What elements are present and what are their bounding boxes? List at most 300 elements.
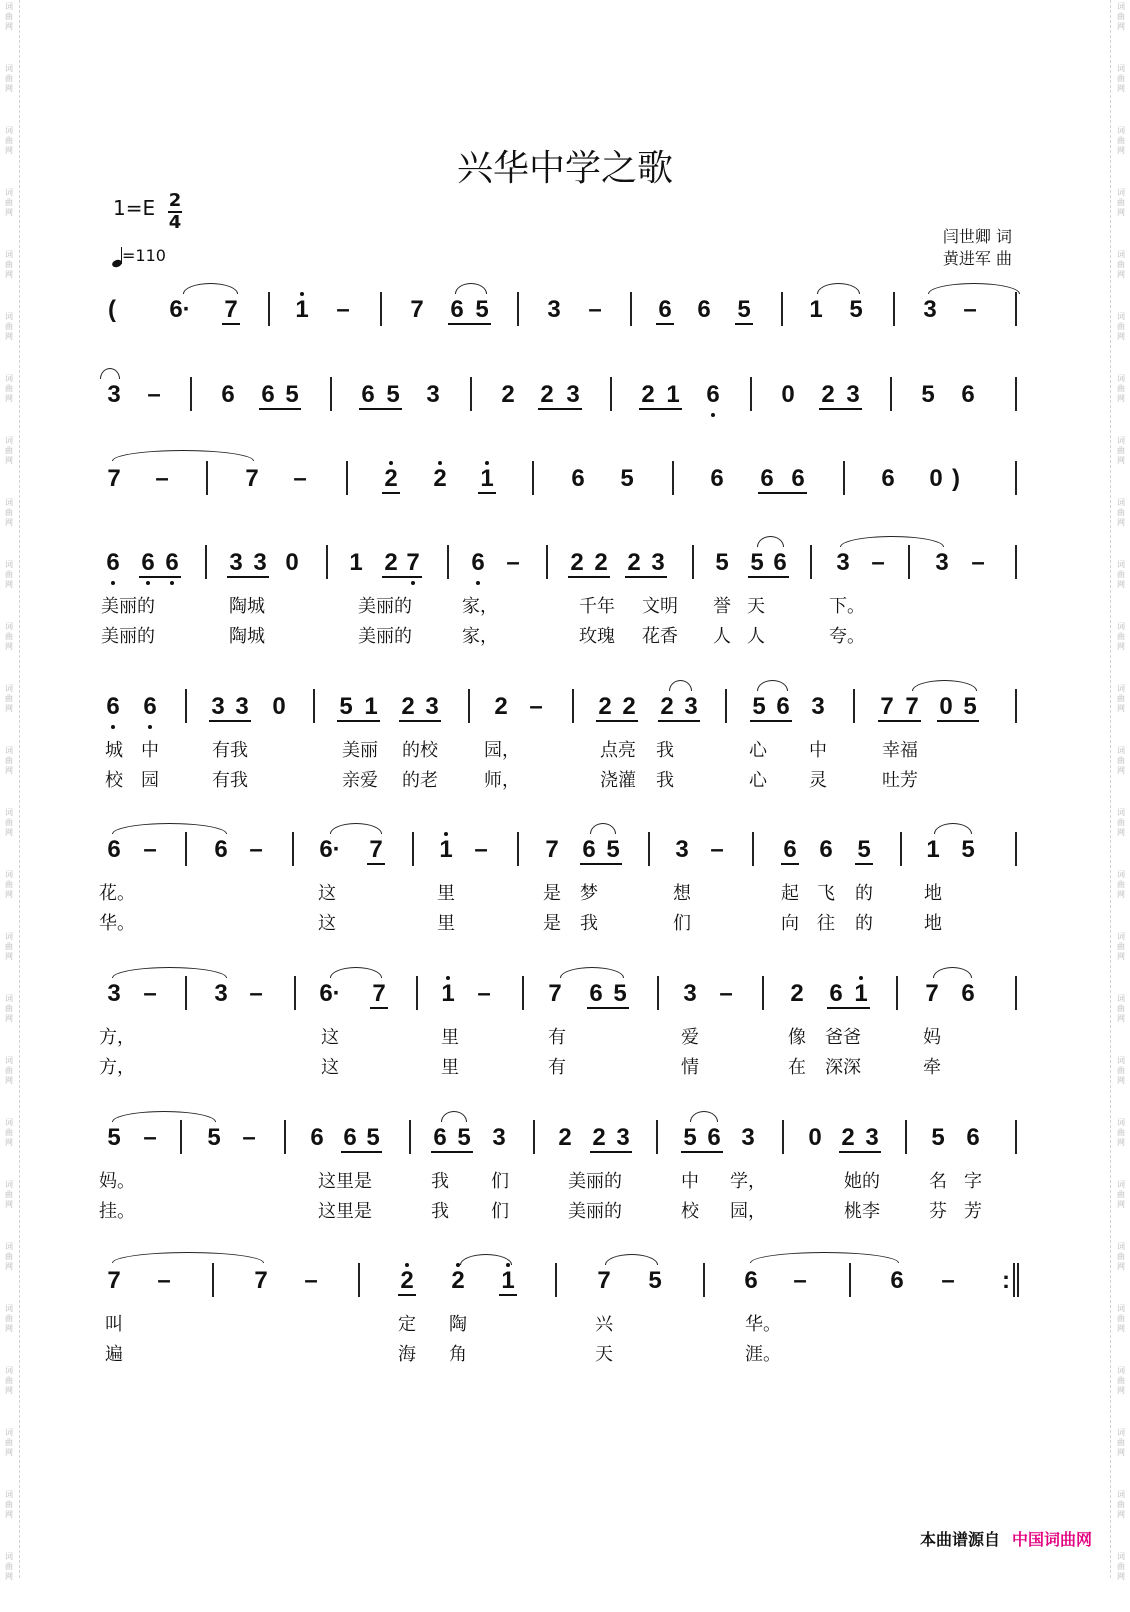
watermark-glyph-group: 词 曲 网 — [1117, 126, 1125, 155]
score-symbol: 6 — [829, 980, 843, 1007]
lyric-text: 园， — [484, 740, 520, 761]
score-symbol: 5 — [207, 1124, 221, 1151]
lyric-text: 的 — [855, 883, 873, 904]
score-symbol: 5 — [963, 693, 977, 720]
lyric-text: 我 — [580, 913, 598, 934]
lyric-text: 文明 — [642, 596, 678, 617]
score-symbol: 3 — [811, 693, 825, 720]
score-symbol: 6· — [319, 980, 341, 1007]
underline — [827, 1007, 870, 1009]
score-symbol: 5 — [752, 693, 766, 720]
score-symbol: ( — [108, 296, 116, 323]
slur-arc — [183, 283, 238, 294]
score-symbol: 5 — [961, 836, 975, 863]
score-symbol: 3 — [426, 381, 440, 408]
watermark-glyph-group: 词 曲 网 — [5, 1366, 13, 1395]
lyric-text: 花香 — [642, 626, 678, 647]
lyric-text: 美丽的 — [358, 596, 412, 617]
underline — [398, 1294, 416, 1296]
lyric-text: 遍 — [105, 1344, 123, 1365]
watermark-glyph-group: 词 曲 网 — [1117, 1490, 1125, 1519]
lyric-text: 梦 — [580, 883, 598, 904]
barline — [725, 689, 727, 723]
lyric-text: 起 — [781, 883, 799, 904]
watermark-glyph-group: 词 曲 网 — [5, 746, 13, 775]
barline — [532, 461, 534, 495]
credits — [943, 226, 1012, 270]
score-symbol: 5 — [620, 465, 634, 492]
score-symbol: 7 — [880, 693, 894, 720]
octave-dot-below — [411, 581, 415, 585]
score-symbol: 3 — [865, 1124, 879, 1151]
underline — [839, 1151, 881, 1153]
lyric-text: 吐芳 — [882, 770, 918, 791]
watermark-glyph-group: 词 曲 网 — [1117, 374, 1125, 403]
score-symbol: 3 — [235, 693, 249, 720]
lyric-text: 我 — [431, 1171, 449, 1192]
score-symbol: 6 — [361, 381, 375, 408]
underline — [590, 1151, 632, 1153]
lyric-text: 这里是 — [318, 1201, 372, 1222]
slur-arc — [460, 1254, 512, 1265]
score-symbol: 3 — [492, 1124, 506, 1151]
watermark-glyph-group: 词 曲 网 — [5, 1242, 13, 1271]
underline — [735, 323, 753, 325]
lyric-text: 有 — [548, 1057, 566, 1078]
composer-credit: 黄进军 曲 — [942, 249, 1012, 268]
underline — [580, 863, 622, 865]
barline — [1013, 1263, 1015, 1297]
score-symbol: 6· — [169, 296, 191, 323]
barline — [409, 1120, 411, 1154]
lyric-text: 陶城 — [229, 596, 265, 617]
lyric-text: 这 — [318, 883, 336, 904]
lyric-text: 的 — [855, 913, 873, 934]
barline — [533, 1120, 535, 1154]
score-symbol: 7 — [372, 980, 386, 1007]
slur-arc — [669, 680, 692, 691]
lyric-text: 的校 — [402, 740, 438, 761]
lyric-text: 里 — [437, 883, 455, 904]
lyric-text: 浇灌 — [600, 770, 636, 791]
score-symbol: 6 — [141, 549, 155, 576]
lyric-text: 字 — [964, 1171, 982, 1192]
slur-arc — [757, 680, 788, 691]
key-label: 1=E — [113, 196, 156, 220]
barline — [205, 545, 207, 579]
slur-arc — [912, 680, 977, 691]
score-symbol: 3 — [107, 381, 121, 408]
score-symbol: – — [793, 1267, 807, 1294]
score-symbol: – — [477, 980, 491, 1007]
score-symbol: 0 — [272, 693, 286, 720]
lyric-text: 家， — [462, 596, 498, 617]
source-site-link[interactable]: 中国词曲网 — [1011, 1530, 1092, 1549]
barline — [284, 1120, 286, 1154]
barline — [853, 689, 855, 723]
slur-arc — [330, 967, 382, 978]
underline — [478, 492, 496, 494]
score-symbol: – — [588, 296, 602, 323]
score-symbol: 2 — [384, 465, 398, 492]
score-symbol: 1 — [349, 549, 363, 576]
score-symbol: 2 — [660, 693, 674, 720]
underline — [448, 323, 491, 325]
score-symbol: 7 — [597, 1267, 611, 1294]
score-symbol: 5 — [285, 381, 299, 408]
octave-dot-above — [438, 461, 442, 465]
score-symbol: 6 — [106, 693, 120, 720]
underline — [337, 720, 380, 722]
score-symbol: 6 — [783, 836, 797, 863]
score-symbol: 1 — [480, 465, 494, 492]
barline — [672, 461, 674, 495]
underline — [937, 720, 979, 722]
watermark-glyph-group: 词 曲 网 — [5, 994, 13, 1023]
score-symbol: 5 — [475, 296, 489, 323]
lyric-text: 师， — [484, 770, 520, 791]
watermark-glyph-group: 词 曲 网 — [5, 1428, 13, 1457]
barline — [630, 292, 632, 326]
score-symbol: 6 — [773, 549, 787, 576]
lyric-text: 向 — [781, 913, 799, 934]
lyric-text: 们 — [673, 913, 691, 934]
score-symbol: 2 — [627, 549, 641, 576]
lyric-text: 我 — [431, 1201, 449, 1222]
barline — [447, 545, 449, 579]
score-symbol: 6 — [214, 836, 228, 863]
underline — [639, 408, 682, 410]
watermark-glyph-group: 词 曲 网 — [1117, 1366, 1125, 1395]
lyric-text: 人 — [747, 626, 765, 647]
score-symbol: 2 — [592, 1124, 606, 1151]
barline — [656, 1120, 658, 1154]
lyric-text: 亲爱 — [342, 770, 378, 791]
barline — [313, 689, 315, 723]
barline — [703, 1263, 705, 1297]
lyric-text: 城 — [105, 740, 123, 761]
score-symbol: – — [336, 296, 350, 323]
lyric-text: 华。 — [99, 913, 135, 934]
watermark-glyph-group: 词 曲 网 — [1117, 994, 1125, 1023]
slur-arc — [933, 967, 972, 978]
watermark-glyph-group: 词 曲 网 — [1117, 746, 1125, 775]
score-symbol: – — [157, 1267, 171, 1294]
barline — [294, 976, 296, 1010]
lyricist-credit: 闫世卿 词 — [942, 227, 1012, 246]
score-symbol: 6 — [165, 549, 179, 576]
lyric-text: 情 — [681, 1057, 699, 1078]
watermark-glyph-group: 词 曲 网 — [5, 2, 13, 31]
score-symbol: 3 — [214, 980, 228, 1007]
lyric-text: 里 — [441, 1027, 459, 1048]
score-symbol: 2 — [570, 549, 584, 576]
barline — [380, 292, 382, 326]
score-symbol: 1 — [441, 980, 455, 1007]
score-symbol: – — [871, 549, 885, 576]
underline — [359, 408, 402, 410]
underline — [499, 1294, 517, 1296]
watermark-glyph-group: 词 曲 网 — [5, 374, 13, 403]
score-symbol: 5 — [857, 836, 871, 863]
lyric-text: 地 — [924, 883, 942, 904]
octave-dot-below — [476, 581, 480, 585]
score-symbol: – — [719, 980, 733, 1007]
barline — [206, 461, 208, 495]
score-symbol: 7 — [548, 980, 562, 1007]
score-symbol: 5 — [386, 381, 400, 408]
lyric-text: 天 — [747, 596, 765, 617]
score-symbol: 6 — [433, 1124, 447, 1151]
watermark-glyph-group: 词 曲 网 — [1117, 312, 1125, 341]
score-symbol: 6 — [221, 381, 235, 408]
score-symbol: 2 — [494, 693, 508, 720]
lyric-text: 陶城 — [229, 626, 265, 647]
watermark-glyph-group: 词 曲 网 — [5, 1552, 13, 1581]
slur-arc — [441, 1111, 467, 1122]
score-symbol: 5 — [366, 1124, 380, 1151]
score-symbol: 6 — [343, 1124, 357, 1151]
lyric-text: 里 — [437, 913, 455, 934]
lyric-text: 有我 — [212, 740, 248, 761]
barline — [896, 976, 898, 1010]
lyric-text: 这里是 — [318, 1171, 372, 1192]
watermark-glyph-group: 词 曲 网 — [5, 64, 13, 93]
underline — [370, 1007, 388, 1009]
score-symbol: 7 — [254, 1267, 268, 1294]
barline — [185, 689, 187, 723]
score-symbol: 7 — [905, 693, 919, 720]
octave-dot-below — [170, 581, 174, 585]
lyric-text: 的老 — [402, 770, 438, 791]
octave-dot-below — [148, 725, 152, 729]
score-symbol: 6 — [819, 836, 833, 863]
watermark-glyph-group: 词 曲 网 — [1117, 560, 1125, 589]
barline — [326, 545, 328, 579]
score-symbol: 5 — [921, 381, 935, 408]
watermark-glyph-group: 词 曲 网 — [5, 684, 13, 713]
score-symbol: – — [529, 693, 543, 720]
lyric-text: 幸福 — [882, 740, 918, 761]
lyric-text: 挂。 — [99, 1201, 135, 1222]
watermark-glyph-group: 词 曲 网 — [1117, 870, 1125, 899]
barline — [185, 976, 187, 1010]
lyric-text: 芬 — [929, 1201, 947, 1222]
barline — [908, 545, 910, 579]
score-symbol: – — [242, 1124, 256, 1151]
underline — [259, 408, 301, 410]
source-label: 本曲谱源自 — [919, 1530, 1000, 1549]
score-symbol: 6 — [471, 549, 485, 576]
score-symbol: 6 — [890, 1267, 904, 1294]
score-symbol: 6· — [319, 836, 341, 863]
score-symbol: 6 — [450, 296, 464, 323]
score-symbol: – — [143, 1124, 157, 1151]
score-symbol: 6 — [706, 381, 720, 408]
score-symbol: 3 — [253, 549, 267, 576]
barline — [546, 545, 548, 579]
score-symbol: 3 — [651, 549, 665, 576]
lyric-text: 深深 — [825, 1057, 861, 1078]
underline — [855, 863, 873, 865]
score-symbol: 6 — [261, 381, 275, 408]
slur-arc — [112, 823, 227, 834]
lyric-text: 美丽 — [342, 740, 378, 761]
barline — [900, 832, 902, 866]
underline — [781, 863, 799, 865]
score-symbol: 2 — [433, 465, 447, 492]
score-symbol: 1 — [854, 980, 868, 1007]
lyric-text: 方， — [99, 1027, 135, 1048]
score-symbol: – — [143, 980, 157, 1007]
octave-dot-above — [300, 292, 304, 296]
score-symbol: 0 — [285, 549, 299, 576]
lyric-text: 妈 — [923, 1027, 941, 1048]
score-symbol: 2 — [451, 1267, 465, 1294]
lyric-text: 们 — [491, 1171, 509, 1192]
barline — [292, 832, 294, 866]
score-symbol: 2 — [384, 549, 398, 576]
barline — [648, 832, 650, 866]
watermark-glyph-group: 词 曲 网 — [5, 1304, 13, 1333]
barline — [190, 377, 192, 411]
lyric-text: 她的 — [844, 1171, 880, 1192]
barline — [1015, 461, 1017, 495]
watermark-glyph-group: 词 曲 网 — [5, 1118, 13, 1147]
score-symbol: 6 — [710, 465, 724, 492]
lyric-text: 陶 — [449, 1314, 467, 1335]
score-symbol: – — [963, 296, 977, 323]
lyric-text: 下。 — [829, 596, 865, 617]
barline — [346, 461, 348, 495]
lyric-text: 是 — [543, 883, 561, 904]
score-symbol: 3 — [836, 549, 850, 576]
score-symbol: 3 — [566, 381, 580, 408]
right-watermark-strip — [1114, 0, 1128, 1612]
barline — [185, 832, 187, 866]
barline — [572, 689, 574, 723]
lyric-text: 定 — [398, 1314, 416, 1335]
slur-arc — [590, 823, 616, 834]
underline — [382, 576, 422, 578]
underline — [758, 492, 807, 494]
barline — [890, 377, 892, 411]
score-symbol: 1 — [926, 836, 940, 863]
octave-dot-below — [111, 581, 115, 585]
score-symbol: 6 — [760, 465, 774, 492]
score-symbol: – — [143, 836, 157, 863]
lyric-text: 家， — [462, 626, 498, 647]
lyric-text: 往 — [817, 913, 835, 934]
score-symbol: – — [941, 1267, 955, 1294]
octave-dot-above — [859, 976, 863, 980]
watermark-glyph-group: 词 曲 网 — [5, 1490, 13, 1519]
score-symbol: 3 — [684, 693, 698, 720]
slur-arc — [928, 283, 1020, 294]
barline — [1015, 545, 1017, 579]
score-symbol: 5 — [737, 296, 751, 323]
watermark-glyph-group: 词 曲 网 — [1117, 64, 1125, 93]
lyric-text: 想 — [673, 883, 691, 904]
score-symbol: – — [304, 1267, 318, 1294]
lyric-text: 方， — [99, 1057, 135, 1078]
lyric-text: 中 — [809, 740, 827, 761]
watermark-glyph-group: 词 曲 网 — [1117, 622, 1125, 651]
source-footer — [920, 1527, 1092, 1550]
barline — [1015, 976, 1017, 1010]
lyric-text: 在 — [788, 1057, 806, 1078]
score-symbol: 2 — [841, 1124, 855, 1151]
lyric-text: 里 — [441, 1057, 459, 1078]
underline — [431, 1151, 473, 1153]
barline — [762, 976, 764, 1010]
score-symbol: 6 — [106, 549, 120, 576]
score-symbol: 7 — [545, 836, 559, 863]
watermark-glyph-group: 词 曲 网 — [5, 436, 13, 465]
lyric-text: 有我 — [212, 770, 248, 791]
score-symbol: 0 — [808, 1124, 822, 1151]
tempo-value: =110 — [122, 246, 166, 265]
underline — [587, 1007, 629, 1009]
barline — [330, 377, 332, 411]
lyric-text: 园 — [141, 770, 159, 791]
score-symbol: 0 — [781, 381, 795, 408]
slur-arc — [690, 1111, 718, 1122]
score-symbol: 6 — [107, 836, 121, 863]
watermark-glyph-group: 词 曲 网 — [5, 126, 13, 155]
slur-arc — [112, 450, 254, 461]
slur-arc — [112, 1111, 216, 1122]
slur-arc — [455, 283, 487, 294]
score-symbol: 3 — [675, 836, 689, 863]
score-symbol: 6 — [571, 465, 585, 492]
lyric-text: 这 — [321, 1057, 339, 1078]
score-symbol: 2 — [598, 693, 612, 720]
score-symbol: 6 — [582, 836, 596, 863]
lyric-text: 灵 — [809, 770, 827, 791]
barline — [470, 377, 472, 411]
underline — [399, 720, 441, 722]
lyric-text: 名 — [929, 1171, 947, 1192]
underline — [367, 863, 385, 865]
lyric-text: 中 — [681, 1171, 699, 1192]
octave-dot-below — [111, 725, 115, 729]
watermark-glyph-group: 词 曲 网 — [1117, 250, 1125, 279]
watermark-glyph-group: 词 曲 网 — [1117, 932, 1125, 961]
barline — [1015, 377, 1017, 411]
lyric-text: 学， — [730, 1171, 766, 1192]
score-symbol: 3 — [547, 296, 561, 323]
score-symbol: – — [474, 836, 488, 863]
slur-arc — [112, 1252, 264, 1263]
barline — [416, 976, 418, 1010]
underline — [596, 720, 638, 722]
barline — [1017, 1263, 1019, 1297]
watermark-glyph-group: 词 曲 网 — [1117, 1242, 1125, 1271]
lyric-text: 地 — [924, 913, 942, 934]
lyric-text: 爸爸 — [825, 1027, 861, 1048]
lyric-text: 这 — [318, 913, 336, 934]
watermark-glyph-group: 词 曲 网 — [1117, 1428, 1125, 1457]
barline — [782, 1120, 784, 1154]
score-symbol: 2 — [641, 381, 655, 408]
watermark-glyph-group: 词 曲 网 — [5, 498, 13, 527]
barline — [1015, 1120, 1017, 1154]
score-symbol: – — [971, 549, 985, 576]
left-watermark-strip — [2, 0, 16, 1612]
barline — [692, 545, 694, 579]
lyric-text: 誉 — [713, 596, 731, 617]
